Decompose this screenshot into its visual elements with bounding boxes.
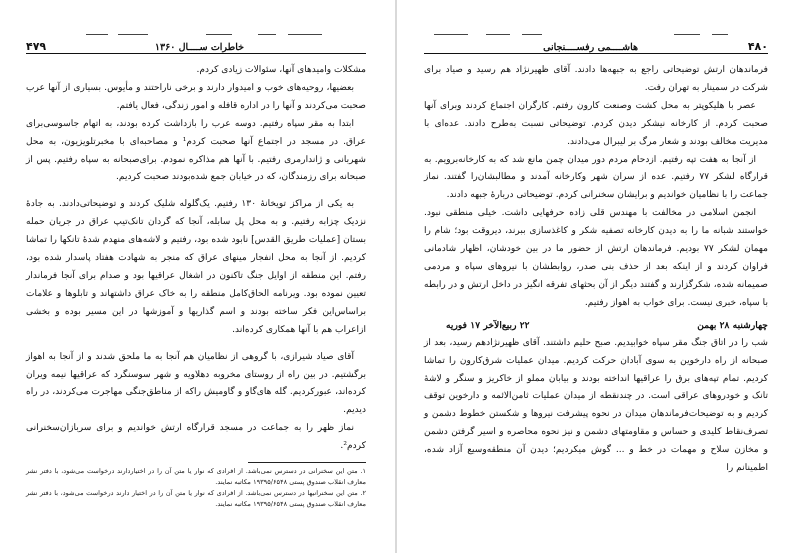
header-rule	[424, 53, 768, 54]
paragraph: ابتدا به مقر سپاه رفتیم. دوسه عرب را بازداشت کرده بودند، به اتهام جاسوسی‌برای عراق. در مسجد در اجتماع آنها صحبت کردم¹ و مصاحبه‌ای با مخبرتلویزیون، به محل شهربانی و ژاندارمری رفتیم. با آنها هم مذاکره نمودم. برای‌صبحانه به سپاه رفتیم. پس از صبحانه برای رزمندگان، که در خیابان جمع شده‌بودند صحبت کردیم.	[26, 118, 366, 183]
paragraph: بعضیها، روحیه‌های خوب و امیدوار دارند و برخی ناراحتند و مأیوس. بسیاری از آنها عرب صحبت می‌کردند و آنها را در اداره قافله و امور زندگی، فعال یافتم.	[26, 82, 366, 111]
paragraph: مشکلات وامیدهای آنها، سئوالات زیادی کردم.	[196, 65, 366, 75]
paragraph: نماز ظهر را به جماعت در مسجد قرارگاه ارتش خواندیم و برای سربازان‌سخنرانی کردم².	[26, 423, 366, 452]
footnote: ۱. متن این سخنرانی در دسترس نمی‌باشد. از افرادی که نوار یا متن آن را در اختیاردارند درخواست می‌شود، با دفتر نشر معارف انقلاب صندوق پستی ۱۹۳۹۵/۶۵۴۸ مکاتبه نمایند.	[26, 467, 366, 487]
diary-date-heading	[424, 315, 768, 335]
page-number: ۴۷۹	[26, 40, 47, 53]
paragraph: آقای صیاد شیرازی، با گروهی از نظامیان هم آنجا به ما ملحق شدند و از آنجا به اهواز برگشتیم. در بین راه از روستای مخروبه دهلاویه و شهر سوسنگرد که عراقیها نیمه ویران کرده‌اند، عبورکردیم. گله های‌گاو و گاومیش راکه از مناطق‌جنگی مهاجرت می‌کردند، در راه دیدیم.	[26, 351, 366, 416]
running-title: خاطرات ســــال ۱۳۶۰	[154, 42, 244, 53]
header-rule	[26, 53, 366, 54]
footnote: ۲. متن این سخنرانیها در دسترس نمی‌باشد. از افرادی که نوار یا متن آن را در اختیار دارند درخواست می‌شود، با دفتر نشر معارف انقلاب صندوق پستی ۱۹۳۹۵/۶۵۴۸ مکاتبه نمایند.	[26, 489, 366, 509]
right-page-header	[424, 28, 768, 54]
right-page-body	[424, 62, 768, 478]
page-number: ۴۸۰	[747, 40, 768, 53]
left-page-body	[26, 62, 366, 510]
paragraph: به یکی از مراکز تویخانهٔ ۱۳۰ رفتیم. یک‌گلوله شلیک کردند و توضیحاتی‌دادند. به جادهٔ نزدیک چزابه رفتیم. و به محل پل سابله، آنجا که گردان تانک‌تیپ عراق در جریان حمله بستان [عملیات طریق القدس] نابود شده بود، رفتیم و لاشه‌های منهدم شدهٔ تانکها را تماشا کردیم. از آنجا به محل انفجار مینهای عراق که منجر به شهادت هفتاد پاسدار شده بود، رفتم. این منطقه از اوایل جنگ تاکنون در اشغال عراقیها بود و صدام برای آنجا فرماندار تعیین نموده بود. ویرنامه الحاق‌کامل منطقه را به خاک عراق داشتهاند و تابلوها و علامات براساس‌این فکر ساخته بودند و اسم گذاریها و آموزشها در این مسیر بوده و بخشی ازاعراب هم با آنها همکاری کرده‌اند.	[26, 199, 366, 335]
date-hijri-gregorian: ۲۲ ربیع‌الآخر ۱۷ فوریه	[446, 319, 530, 331]
left-page-header	[26, 28, 366, 54]
left-page	[26, 28, 366, 538]
header-decoration	[424, 28, 768, 38]
header-decoration	[26, 28, 366, 38]
footnote-rule	[248, 462, 366, 463]
page-gutter	[395, 0, 397, 553]
paragraph: فرماندهان ارتش توضیحاتی راجع به جبهه‌ها دادند. آقای ظهیرنژاد هم رسید و صیاد برای شرکت در سمینار به تهران رفت.	[424, 65, 768, 93]
paragraph: انجمن اسلامی در مخالفت با مهندس قلی زاده حرفهایی داشت. خیلی منطقی نبود. خواستند شبانه ما را به دیدن کارخانه تصفیه شکر و کاغذسازی ببرند، دیروقت بود؛ شام را مهمان لشکر ۷۷ بودیم. فرماندهان ارتش از حضور ما در بین خودشان، اظهار شادمانی فراوان کردند و از اینکه بعد از حذف بنی صدر، روابطشان با نیروهای سپاه و مردمی صمیمانه شده، شکرگزارند و گفتند دیگر از آن بحثهای تفرقه انگیز در داخل ارتش و در رابطه با سپاه، خبری نیست. برای خواب به اهواز رفتیم.	[424, 208, 768, 308]
footnotes	[26, 466, 366, 510]
paragraph: شب را در اتاق جنگ مقر سپاه خوابیدیم. صبح حلیم داشتند. آقای ظهیرنژادهم رسید، بعد از صبحانه از راه دارخوین به سوی آبادان حرکت کردیم. میدان عملیات شرق‌کارون را تماشا کردیم. تمام تپه‌های برق را عراقیها انداخته بودند و بیابان مملو از خاکریز و سنگر و لاشهٔ تانک و خودروهای عراقی است. در چندنقطه از میدان عملیات ثامن‌الائمه و دارخوین توقف کردیم و به توضیحات‌فرماندهان میدان در نحوه پیشرفت نیروها و شکستن خطوط دشمن و تصرف‌نقاط کلیدی و حساس و مقاومتهای دشمن و نیز نحوه محاصره و اسیر گرفتن دشمن و مخازن سلاح و مهمات در خط و ... گوش میکردیم؛ دیدن آن منطقه‌وسیع آزاد شده، اطمینانم را	[424, 337, 768, 474]
running-title: هاشــــمی رفســــنجانی	[543, 42, 638, 53]
right-page	[424, 28, 768, 538]
date-weekday: چهارشنبه ۲۸ بهمن	[697, 319, 768, 331]
paragraph: از آنجا به هفت تپه رفتیم. ازدحام مردم دور میدان چمن مانع شد که به کارخانه‌برویم. به قرارگاه لشکر ۷۷ رفتیم. عده از سران شهر وکارخانه آمدند و مطالبشان‌را گفتند. نماز جماعت را با نظامیان خواندیم و برایشان سخنرانی کردم. توضیحاتی دربارهٔ جبهه دادند.	[424, 154, 768, 201]
paragraph: عصر با هلیکوپتر به محل کشت وصنعت کارون رفتم. کارگران اجتماع کردند وبرای آنها صحبت کردم. از کارخانه نیشکر دیدن کردم. توضیحاتی نسبت به‌طرح دادند. عده‌ای با مدیریت مخالف بودند و شعار مرگ بر لیبرال می‌دادند.	[424, 100, 768, 147]
